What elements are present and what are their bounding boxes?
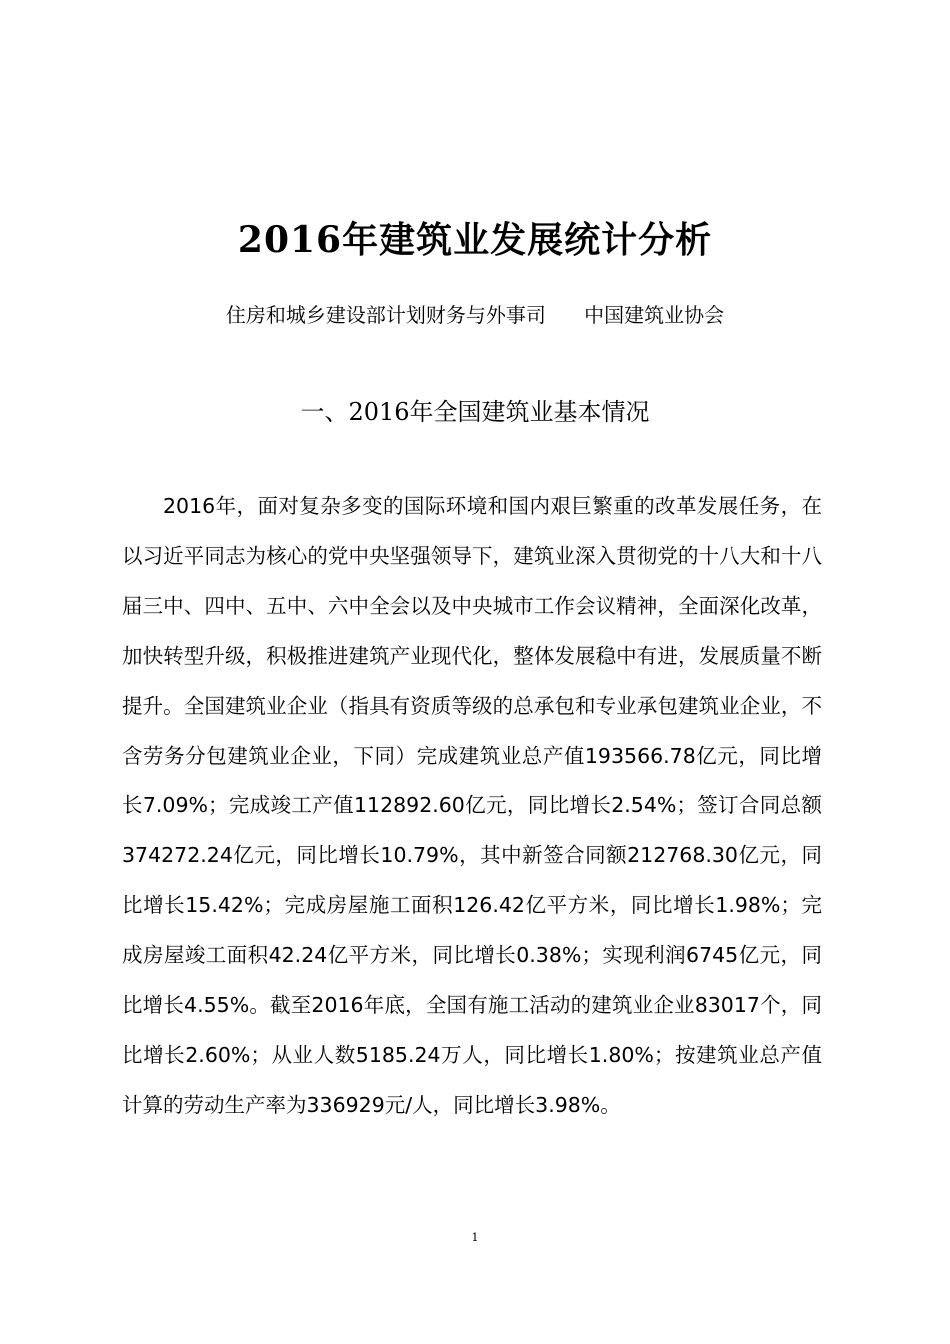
page-number: 1 — [471, 1231, 479, 1244]
document-authors: 住房和城乡建设部计划财务与外事司 中国建筑业协会 — [225, 303, 725, 327]
section-heading: 一、2016年全国建筑业基本情况 — [300, 398, 650, 426]
document-title: 2016年建筑业发展统计分析 — [237, 219, 713, 261]
body-paragraph: 2016年，面对复杂多变的国际环境和国内艰巨繁重的改革发展任务，在以习近平同志为核心的党中央坚强领导下，建筑业深入贯彻党的十八大和十八届三中、四中、五中、六中全会以及中央城市工作会议精神，全面深化改革，加快转型升级，积极推进建筑产业现代化，整体发展稳中有进，发展质量不断提升。全国建筑业企业（指具有资质等级的总承包和专业承包建筑业企业，不含劳务分包建筑业企业，下同）完成建筑业总产值193566.78亿元，同比增长7.09%；完成竣工产值112892.60亿元，同比增长2.54%；签订合同总额374272.24亿元，同比增长10.79%，其中新签合同额212768.30亿元，同比增长15.42%；完成房屋施工面积126.42亿平方米，同比增长1.98%；完成房屋竣工面积42.24亿平方米，同比增长0.38%；实现利润6745亿元，同比增长4.55%。截至2016年底，全国有施工活动的建筑业企业83017个，同比增长2.60%；从业人数5185.24万人，同比增长1.80%；按建筑业总产值计算的劳动生产率为336929元/人，同比增长3.98%。 — [122, 494, 822, 1117]
